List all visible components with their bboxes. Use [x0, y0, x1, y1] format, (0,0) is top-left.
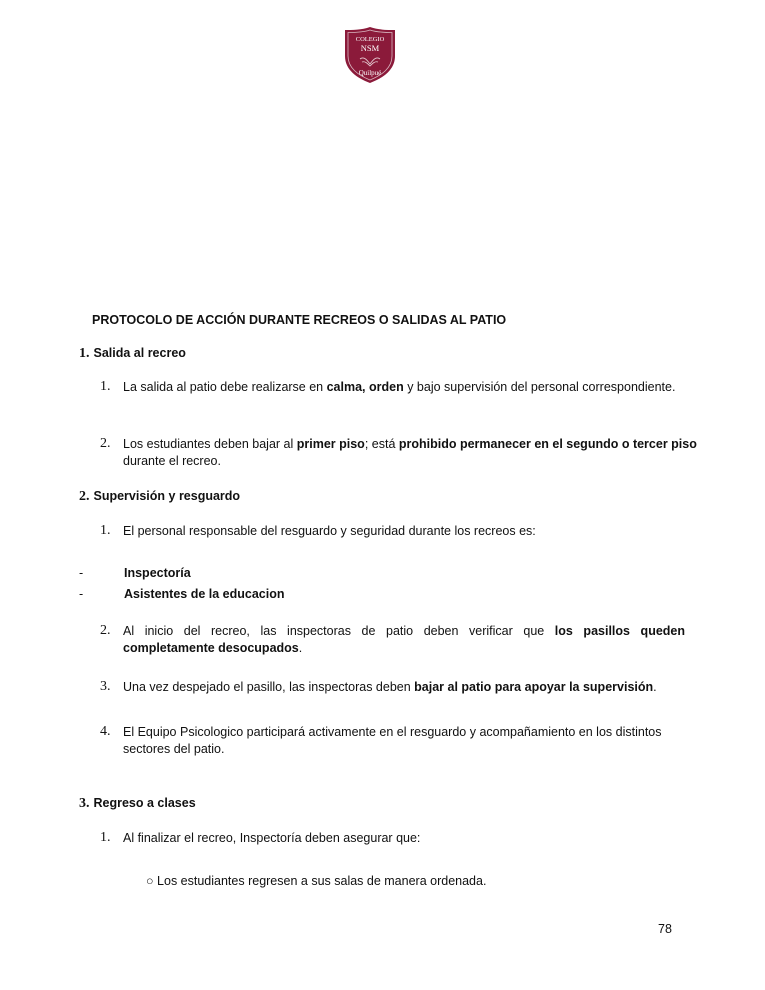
- logo-line1: COLEGIO: [355, 36, 385, 43]
- section-number: 2.: [79, 489, 90, 504]
- school-logo: [342, 26, 398, 84]
- section-title: Regreso a clases: [93, 796, 196, 810]
- circle-bullet-icon: ○: [146, 874, 154, 888]
- sub-bullet-item: ○ Los estudiantes regresen a sus salas de manera ordenada.: [146, 874, 487, 888]
- dash-bullet: -: [79, 566, 84, 580]
- list-number: 4.: [100, 724, 111, 739]
- staff-item-asistentes: Asistentes de la educacion: [124, 587, 285, 601]
- section-heading-1: [79, 346, 186, 362]
- list-number: 1.: [100, 523, 111, 538]
- section-heading-2: [79, 489, 240, 505]
- section-title: Salida al recreo: [93, 346, 186, 360]
- list-item: El personal responsable del resguardo y seguridad durante los recreos es:: [123, 524, 536, 538]
- shield-crest-icon: [342, 26, 398, 84]
- list-item: Al finalizar el recreo, Inspectoría deben asegurar que:: [123, 831, 421, 845]
- list-number: 1.: [100, 379, 111, 394]
- document-title: PROTOCOLO DE ACCIÓN DURANTE RECREOS O SALIDAS AL PATIO: [92, 313, 507, 327]
- list-item: El Equipo Psicologico participará activamente en el resguardo y acompañamiento en los distintos sectores del patio.: [123, 725, 662, 756]
- section-number: 1.: [79, 346, 90, 361]
- section-heading-3: [79, 796, 196, 812]
- section-title: Supervisión y resguardo: [93, 489, 241, 503]
- list-number: 1.: [100, 830, 111, 845]
- page-number: 78: [658, 922, 672, 936]
- section-number: 3.: [79, 796, 90, 811]
- staff-item-inspectoria: Inspectoría: [124, 566, 191, 580]
- list-item: La salida al patio debe realizarse en calma, orden y bajo supervisión del personal correspondiente.: [123, 380, 676, 394]
- logo-line2: NSM: [360, 43, 380, 53]
- list-item: Los estudiantes deben bajar al primer piso; está prohibido permanecer en el segundo o tercer piso durante el recreo.: [123, 437, 697, 468]
- logo-line3: Quilpué: [358, 69, 382, 77]
- list-number: 3.: [100, 679, 111, 694]
- list-number: 2.: [100, 623, 111, 638]
- dash-bullet: -: [79, 587, 84, 601]
- list-item: Al inicio del recreo, las inspectoras de patio deben verificar que los pasillos queden completamente desocupados.: [123, 624, 685, 655]
- list-item: Una vez despejado el pasillo, las inspectoras deben bajar al patio para apoyar la supervisión.: [123, 680, 657, 694]
- list-number: 2.: [100, 436, 111, 451]
